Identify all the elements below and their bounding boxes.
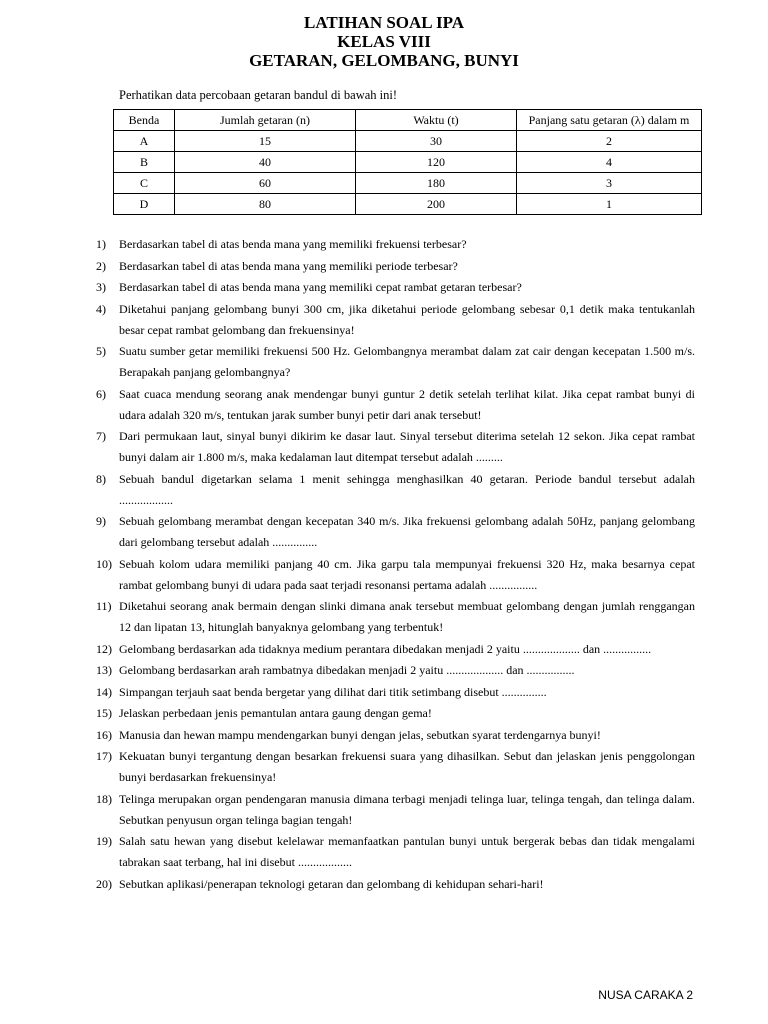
- table-cell: 80: [175, 194, 356, 215]
- question-text: Diketahui panjang gelombang bunyi 300 cm, jika diketahui periode gelombang sebesar 0,1 detik maka tentukanlah besar cepat rambat gelombang dan frekuensinya!: [119, 301, 695, 337]
- question-number: 1): [96, 237, 106, 251]
- table-row: [114, 194, 702, 215]
- table-header-cell: Benda: [114, 110, 175, 131]
- question-text: Simpangan terjauh saat benda bergetar yang dilihat dari titik setimbang disebut ...............: [119, 684, 547, 699]
- question-number: 19): [96, 834, 112, 848]
- question-text: Gelombang berdasarkan arah rambatnya dibedakan menjadi 2 yaitu ................... dan ................: [119, 663, 575, 677]
- question-text: Sebuah gelombang merambat dengan kecepatan 340 m/s. Jika frekuensi gelombang adalah 50Hz, panjang gelombang dari gelombang tersebut adalah ...............: [119, 514, 695, 549]
- table-cell: B: [114, 152, 175, 173]
- list-item: [96, 746, 695, 788]
- table-row: [114, 173, 702, 194]
- question-number: 8): [96, 471, 106, 486]
- list-item: [96, 234, 695, 255]
- table-row: [114, 152, 702, 173]
- table-header-cell: Panjang satu getaran (λ) dalam m: [517, 110, 702, 131]
- table-cell: 200: [356, 194, 517, 215]
- table-cell: 4: [517, 152, 702, 173]
- table-cell: 120: [356, 152, 517, 173]
- question-text: Gelombang berdasarkan ada tidaknya medium perantara dibedakan menjadi 2 yaitu ................... dan ................: [119, 641, 652, 656]
- table-cell: 1: [517, 194, 702, 215]
- list-item: [96, 874, 695, 895]
- list-item: [96, 299, 695, 341]
- list-item: [96, 277, 695, 298]
- question-text: Suatu sumber getar memiliki frekuensi 500 Hz. Gelombangnya merambat dalam zat cair dengan kecepatan 1.500 m/s. Berapakah panjang gelombangnya?: [119, 344, 695, 379]
- list-item: [96, 554, 695, 596]
- question-text: Berdasarkan tabel di atas benda mana yang memiliki periode terbesar?: [119, 258, 458, 273]
- question-text: Saat cuaca mendung seorang anak mendengar bunyi guntur 2 detik setelah terlihat kilat. Jika cepat rambat bunyi di udara adalah 320 m/s, tentukan jarak sumber bunyi petir dari anak tersebut!: [119, 386, 695, 422]
- list-item: [96, 256, 695, 277]
- table-cell: 15: [175, 131, 356, 152]
- list-item: [96, 384, 695, 426]
- list-item: [96, 596, 695, 638]
- intro-text: Perhatikan data percobaan getaran bandul di bawah ini!: [119, 88, 398, 102]
- list-item: [96, 469, 695, 511]
- question-text: Sebutkan aplikasi/penerapan teknologi getaran dan gelombang di kehidupan sehari-hari!: [119, 876, 544, 891]
- question-number: 13): [96, 663, 112, 677]
- question-number: 14): [96, 684, 112, 699]
- question-number: 20): [96, 876, 112, 891]
- title-line-2: KELAS VIII: [337, 32, 431, 51]
- question-text: Kekuatan bunyi tergantung dengan besarkan frekuensi suara yang dihasilkan. Sebut dan jelaskan jenis penggolongan bunyi berdasarkan frekuensinya!: [119, 749, 695, 784]
- table-cell: 40: [175, 152, 356, 173]
- list-item: [96, 831, 695, 873]
- title-line-1: LATIHAN SOAL IPA: [304, 13, 464, 32]
- table-cell: C: [114, 173, 175, 194]
- question-text: Manusia dan hewan mampu mendengarkan bunyi dengan jelas, sebutkan syarat terdengarnya bunyi!: [119, 727, 601, 742]
- table-cell: 2: [517, 131, 702, 152]
- table-header-cell: Waktu (t): [356, 110, 517, 131]
- list-item: [96, 682, 695, 703]
- question-text: Sebuah bandul digetarkan selama 1 menit sehingga menghasilkan 40 getaran. Periode bandul tersebut adalah ..................: [119, 471, 695, 507]
- question-text: Diketahui seorang anak bermain dengan slinki dimana anak tersebut membuat gelombang dengan jumlah renggangan 12 dan lipatan 13, hitunglah banyaknya gelombang yang terbentuk!: [119, 599, 695, 634]
- list-item: [96, 639, 695, 660]
- question-text: Telinga merupakan organ pendengaran manusia dimana terbagi menjadi telinga luar, telinga tengah, dan telinga dalam. Sebutkan penyusun organ telinga bagian tengah!: [119, 791, 695, 827]
- title-line-3: GETARAN, GELOMBANG, BUNYI: [249, 51, 519, 70]
- page-footer: NUSA CARAKA 2: [598, 988, 693, 1002]
- list-item: [96, 341, 695, 383]
- table-cell: D: [114, 194, 175, 215]
- table-cell: 30: [356, 131, 517, 152]
- question-number: 5): [96, 344, 106, 358]
- list-item: [96, 725, 695, 746]
- table-row: [114, 131, 702, 152]
- question-text: Jelaskan perbedaan jenis pemantulan antara gaung dengan gema!: [119, 706, 432, 720]
- table-header-cell: Jumlah getaran (n): [175, 110, 356, 131]
- table-cell: 60: [175, 173, 356, 194]
- question-number: 11): [96, 599, 112, 613]
- list-item: [96, 789, 695, 831]
- question-number: 16): [96, 727, 112, 742]
- list-item: [96, 511, 695, 553]
- question-text: Salah satu hewan yang disebut kelelawar memanfaatkan pantulan bunyi untuk bergerak bebas dan tidak mengalami tabrakan saat terbang, hal ini disebut ..................: [119, 834, 695, 869]
- question-number: 7): [96, 429, 106, 443]
- table-cell: 3: [517, 173, 702, 194]
- list-item: [96, 660, 695, 681]
- question-text: Sebuah kolom udara memiliki panjang 40 cm. Jika garpu tala mempunyai frekuensi 320 Hz, maka besarnya cepat rambat gelombang bunyi di udara pada saat terjadi resonansi pertama adalah ................: [119, 556, 695, 592]
- table-cell: 180: [356, 173, 517, 194]
- question-number: 6): [96, 386, 106, 401]
- question-text: Berdasarkan tabel di atas benda mana yang memiliki frekuensi terbesar?: [119, 237, 467, 251]
- question-number: 2): [96, 258, 106, 273]
- question-number: 4): [96, 301, 106, 316]
- question-number: 10): [96, 556, 112, 571]
- list-item: [96, 426, 695, 468]
- question-number: 3): [96, 280, 106, 294]
- question-number: 15): [96, 706, 112, 720]
- list-item: [96, 703, 695, 724]
- question-number: 12): [96, 641, 112, 656]
- table-header-row: [114, 110, 702, 131]
- question-number: 18): [96, 791, 112, 806]
- data-table: [113, 109, 702, 215]
- question-number: 9): [96, 514, 106, 528]
- question-text: Berdasarkan tabel di atas benda mana yang memiliki cepat rambat getaran terbesar?: [119, 280, 522, 294]
- table-cell: A: [114, 131, 175, 152]
- question-number: 17): [96, 749, 112, 763]
- question-list: [96, 234, 695, 895]
- question-text: Dari permukaan laut, sinyal bunyi dikirim ke dasar laut. Sinyal tersebut diterima setelah 12 sekon. Jika cepat rambat bunyi dalam air 1.800 m/s, maka kedalaman laut ditempat tersebut adalah .........: [119, 429, 695, 464]
